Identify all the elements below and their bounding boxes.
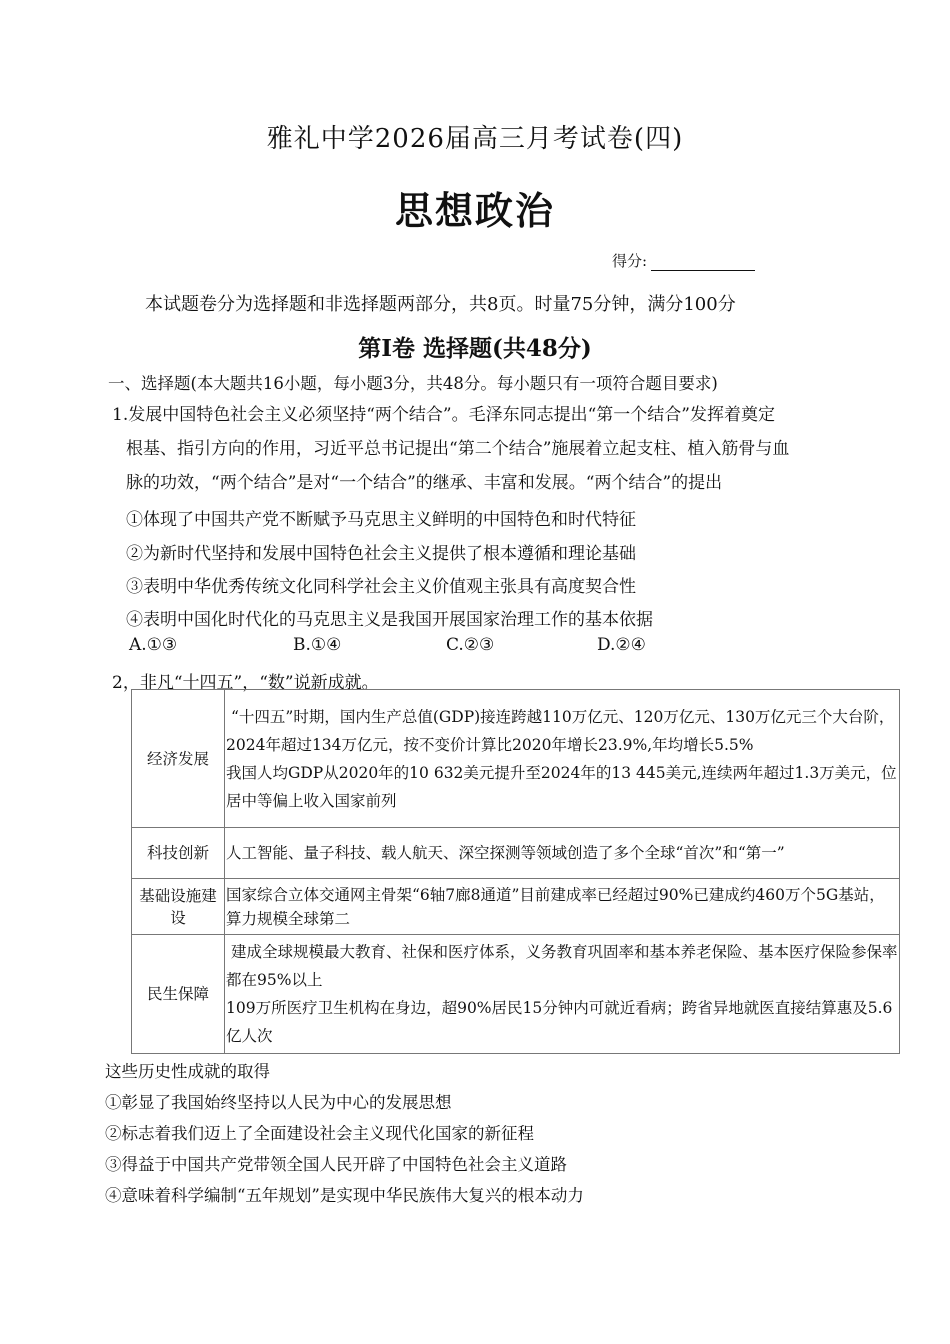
table-paragraph: 人工智能、量子科技、载人航天、深空探测等领域创造了多个全球“首次”和“第一” bbox=[226, 844, 785, 862]
school-exam-title: 雅礼中学2026届高三月考试卷(四) bbox=[266, 124, 684, 154]
score-field bbox=[612, 250, 755, 271]
table-paragraph: 109万所医疗卫生机构在身边，超90%居民15分钟内可就近看病；跨省异地就医直接结算惠及5.6亿人次 bbox=[226, 999, 893, 1045]
table-description-cell bbox=[225, 879, 900, 935]
choice-a: A.①③ bbox=[129, 635, 178, 655]
table-category-cell: 基础设施建设 bbox=[132, 879, 225, 935]
exam-intro: 本试题卷分为选择题和非选择题两部分，共8页。时量75分钟，满分100分 bbox=[145, 294, 736, 315]
question-1-line: 脉的功效，“两个结合”是对“一个结合”的继承、丰富和发展。“两个结合”的提出 bbox=[126, 473, 723, 493]
score-blank-line bbox=[651, 256, 755, 271]
table-paragraph: 建成全球规模最大教育、社保和医疗体系，义务教育巩固率和基本养老保险、基本医疗保险参保率都在95%以上 bbox=[226, 943, 898, 989]
table-row bbox=[132, 828, 900, 879]
section-title: 一、选择题(本大题共16小题，每小题3分，共48分。每小题只有一项符合题目要求) bbox=[108, 374, 718, 393]
question-2-option: ①彰显了我国始终坚持以人民为中心的发展思想 bbox=[105, 1093, 452, 1112]
table-description-cell bbox=[225, 690, 900, 828]
score-label: 得分: bbox=[612, 252, 648, 270]
table-category-cell: 民生保障 bbox=[132, 935, 225, 1054]
question-1-option: ③表明中华优秀传统文化同科学社会主义价值观主张具有高度契合性 bbox=[126, 577, 636, 597]
question-1-option: ①体现了中国共产党不断赋予马克思主义鲜明的中国特色和时代特征 bbox=[126, 510, 636, 530]
table-paragraph: 我国人均GDP从2020年的10 632美元提升至2024年的13 445美元,连续两年超过1.3万美元，位居中等偏上收入国家前列 bbox=[226, 763, 897, 810]
question-1-stem bbox=[112, 398, 872, 500]
table-paragraph: “十四五”时期，国内生产总值(GDP)接连跨越110万亿元、120万亿元、130万亿元三个大台阶，2024年超过134万亿元，按不变价计算比2020年增长23.9%,年均增长5.5% bbox=[226, 707, 895, 754]
table-category-cell: 科技创新 bbox=[132, 828, 225, 879]
choice-d: D.②④ bbox=[597, 635, 646, 655]
table-description-cell bbox=[225, 935, 900, 1054]
volume-title: 第Ⅰ卷 选择题(共48分) bbox=[358, 335, 592, 362]
choice-c: C.②③ bbox=[446, 635, 495, 655]
question-2-option: ②标志着我们迈上了全面建设社会主义现代化国家的新征程 bbox=[105, 1124, 534, 1143]
choice-b: B.①④ bbox=[293, 635, 342, 655]
question-2-stem: 2，非凡“十四五”，“数”说新成就。 bbox=[112, 673, 379, 693]
table-row bbox=[132, 879, 900, 935]
question-1-option: ④表明中国化时代化的马克思主义是我国开展国家治理工作的基本依据 bbox=[126, 610, 653, 630]
question-1-option: ②为新时代坚持和发展中国特色社会主义提供了根本遵循和理论基础 bbox=[126, 544, 636, 564]
table-category-cell: 经济发展 bbox=[132, 690, 225, 828]
achievements-table bbox=[131, 689, 900, 1054]
question-1-line: 根基、指引方向的作用，习近平总书记提出“第二个结合”施展着立起支柱、植入筋骨与血 bbox=[126, 439, 790, 459]
subject-title: 思想政治 bbox=[394, 188, 555, 233]
table-row bbox=[132, 935, 900, 1054]
question-2-option: ④意味着科学编制“五年规划”是实现中华民族伟大复兴的根本动力 bbox=[105, 1186, 584, 1205]
question-2-follow: 这些历史性成就的取得 bbox=[105, 1062, 270, 1081]
table-row bbox=[132, 690, 900, 828]
question-1-line: 1.发展中国特色社会主义必须坚持“两个结合”。毛泽东同志提出“第一个结合”发挥着奠定 bbox=[112, 405, 775, 425]
table-description-cell bbox=[225, 828, 900, 879]
table-paragraph: 国家综合立体交通网主骨架“6轴7廊8通道”目前建成率已经超过90%已建成约460万个5G基站，算力规模全球第二 bbox=[226, 885, 885, 928]
question-2-option: ③得益于中国共产党带领全国人民开辟了中国特色社会主义道路 bbox=[105, 1155, 567, 1174]
